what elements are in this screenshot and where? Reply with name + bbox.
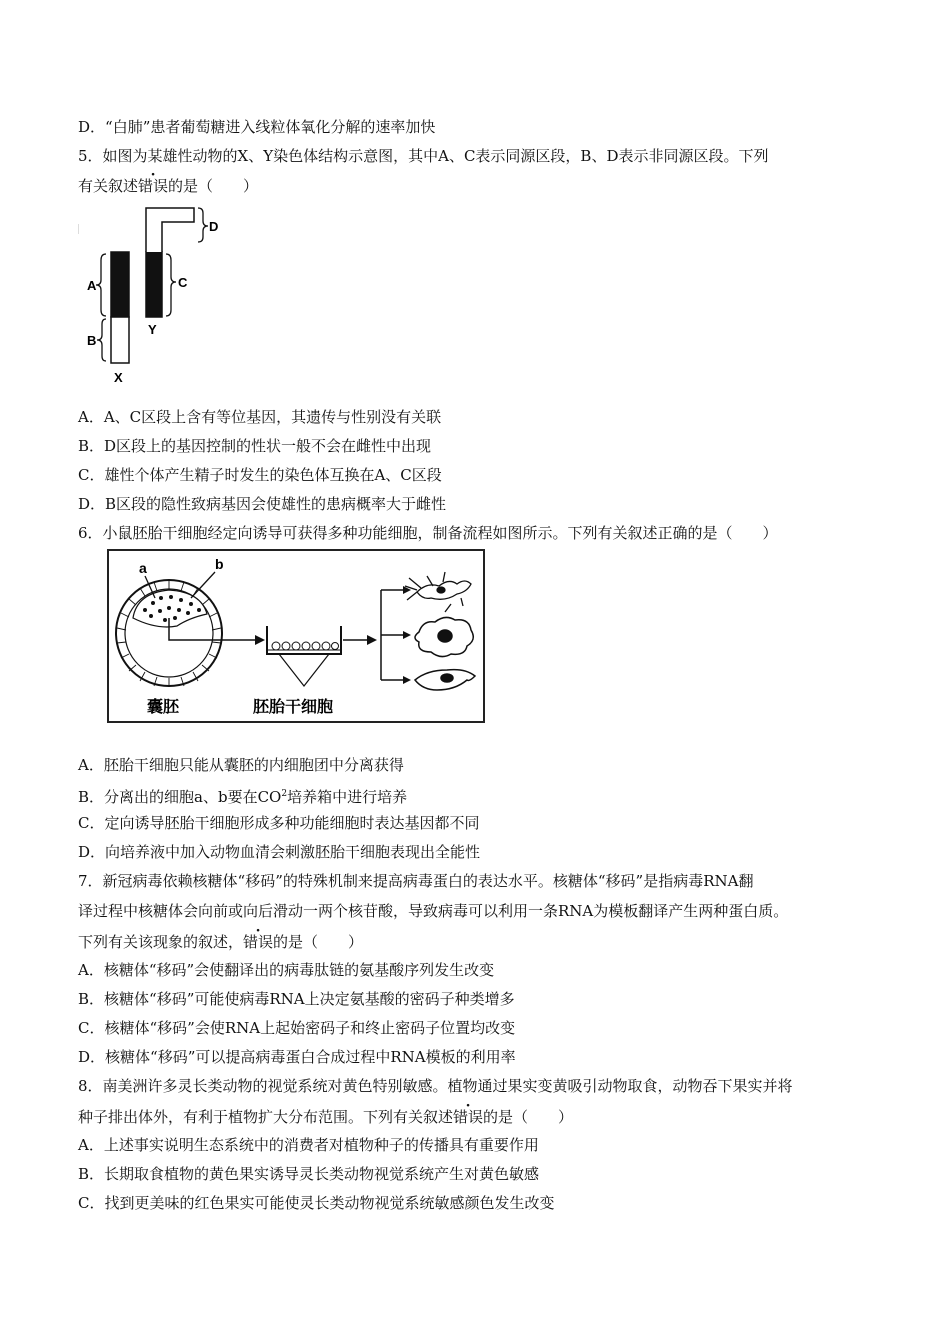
label-b: B — [87, 333, 97, 348]
caption-blastocyst: 囊胚 — [147, 699, 180, 716]
q7-stem-pre: 下列有关该现象的叙述， — [78, 933, 244, 951]
caption-embryonic-stem-cell: 胚胎干细胞 — [253, 699, 334, 716]
y-chromosome-nonhomologous-segment — [146, 208, 194, 252]
q5-option-b: B．D区段上的基因控制的性状一般不会在雌性中出现 — [78, 437, 432, 455]
q7-stem-line3 — [78, 932, 363, 952]
q5-stem-post: 的是（ ） — [168, 177, 259, 195]
q8-emphasis-word: 错误 — [453, 1108, 484, 1126]
q6-option-b-pre: B．分离出的细胞a、b要在CO — [78, 788, 282, 806]
q4-option-d: D．“白肺”患者葡萄糖进入线粒体氧化分解的速率加快 — [78, 118, 436, 136]
q7-stem-line2: 译过程中核糖体会向前或向后滑动一两个核苷酸，导致病毒可以利用一条RNA为模板翻译产生两种蛋白质。 — [78, 902, 789, 920]
q8-option-c: C．找到更美味的红色果实可能使灵长类动物视觉系统敏感颜色发生改变 — [78, 1194, 555, 1212]
label-a: A — [87, 278, 97, 293]
brace-d — [198, 208, 208, 242]
q5-emphasis-word: 错误 — [138, 177, 169, 195]
q5-stem-line1: 5．如图为某雄性动物的X、Y染色体结构示意图，其中A、C表示同源区段，B、D表示非同源区段。下列 — [78, 147, 769, 165]
q8-stem-line1: 8．南美洲许多灵长类动物的视觉系统对黄色特别敏感。植物通过果实变黄吸引动物取食，动物吞下果实并将 — [78, 1077, 793, 1095]
q8-option-b: B．长期取食植物的黄色果实诱导灵长类动物视觉系统产生对黄色敏感 — [78, 1165, 540, 1183]
q7-option-c: C．核糖体“移码”会使RNA上起始密码子和终止密码子位置均改变 — [78, 1019, 516, 1037]
q5-option-d: D．B区段的隐性致病基因会使雄性的患病概率大于雌性 — [78, 495, 447, 513]
q5-stem-pre: 有关叙述 — [78, 177, 139, 195]
label-x: X — [114, 370, 123, 385]
brace-b — [97, 319, 106, 361]
q6-option-c: C．定向诱导胚胎干细胞形成多种功能细胞时表达基因都不同 — [78, 814, 480, 832]
q6-stem: 6．小鼠胚胎干细胞经定向诱导可获得多种功能细胞，制备流程如图所示。下列有关叙述正确的是（ ） — [78, 524, 778, 542]
q7-stem-post: 的是（ ） — [273, 933, 364, 951]
brace-c — [166, 254, 176, 316]
xy-chromosome-figure — [78, 202, 228, 388]
q7-emphasis-word: 错误 — [243, 933, 274, 951]
label-a: a — [139, 560, 147, 576]
q7-option-d: D．核糖体“移码”可以提高病毒蛋白合成过程中RNA模板的利用率 — [78, 1048, 516, 1066]
label-y: Y — [148, 322, 157, 337]
q5-stem-line2 — [78, 176, 258, 196]
q6-option-b — [78, 784, 407, 807]
q8-stem-post: 的是（ ） — [483, 1108, 574, 1126]
q5-option-c: C．雄性个体产生精子时发生的染色体互换在A、C区段 — [78, 466, 442, 484]
label-d: D — [209, 219, 219, 234]
q6-option-b-superscript: 2 — [281, 789, 288, 799]
q6-option-a: A．胚胎干细胞只能从囊胚的内细胞团中分离获得 — [78, 756, 404, 774]
label-b: b — [215, 556, 224, 572]
x-chromosome-nonhomologous-segment — [111, 317, 129, 363]
stem-cell-figure — [105, 548, 487, 728]
q7-option-a: A．核糖体“移码”会使翻译出的病毒肽链的氨基酸序列发生改变 — [78, 961, 495, 979]
q6-option-b-post: 培养箱中进行培养 — [287, 788, 408, 806]
q8-option-a: A．上述事实说明生态系统中的消费者对植物种子的传播具有重要作用 — [78, 1136, 539, 1154]
y-chromosome-homologous-segment — [146, 252, 162, 317]
q7-option-b: B．核糖体“移码”可能使病毒RNA上决定氨基酸的密码子种类增多 — [78, 990, 515, 1008]
q7-stem-line1: 7．新冠病毒依赖核糖体“移码”的特殊机制来提高病毒蛋白的表达水平。核糖体“移码”是指病毒RNA翻 — [78, 872, 754, 890]
q8-stem-line2 — [78, 1107, 573, 1127]
q5-option-a: A．A、C区段上含有等位基因，其遗传与性别没有关联 — [78, 408, 442, 426]
brace-a — [96, 254, 106, 316]
label-c: C — [178, 275, 188, 290]
x-chromosome-homologous-segment — [111, 252, 129, 317]
q6-option-d: D．向培养液中加入动物血清会刺激胚胎干细胞表现出全能性 — [78, 843, 481, 861]
q8-stem-pre: 种子排出体外，有利于植物扩大分布范围。下列有关叙述 — [78, 1108, 454, 1126]
